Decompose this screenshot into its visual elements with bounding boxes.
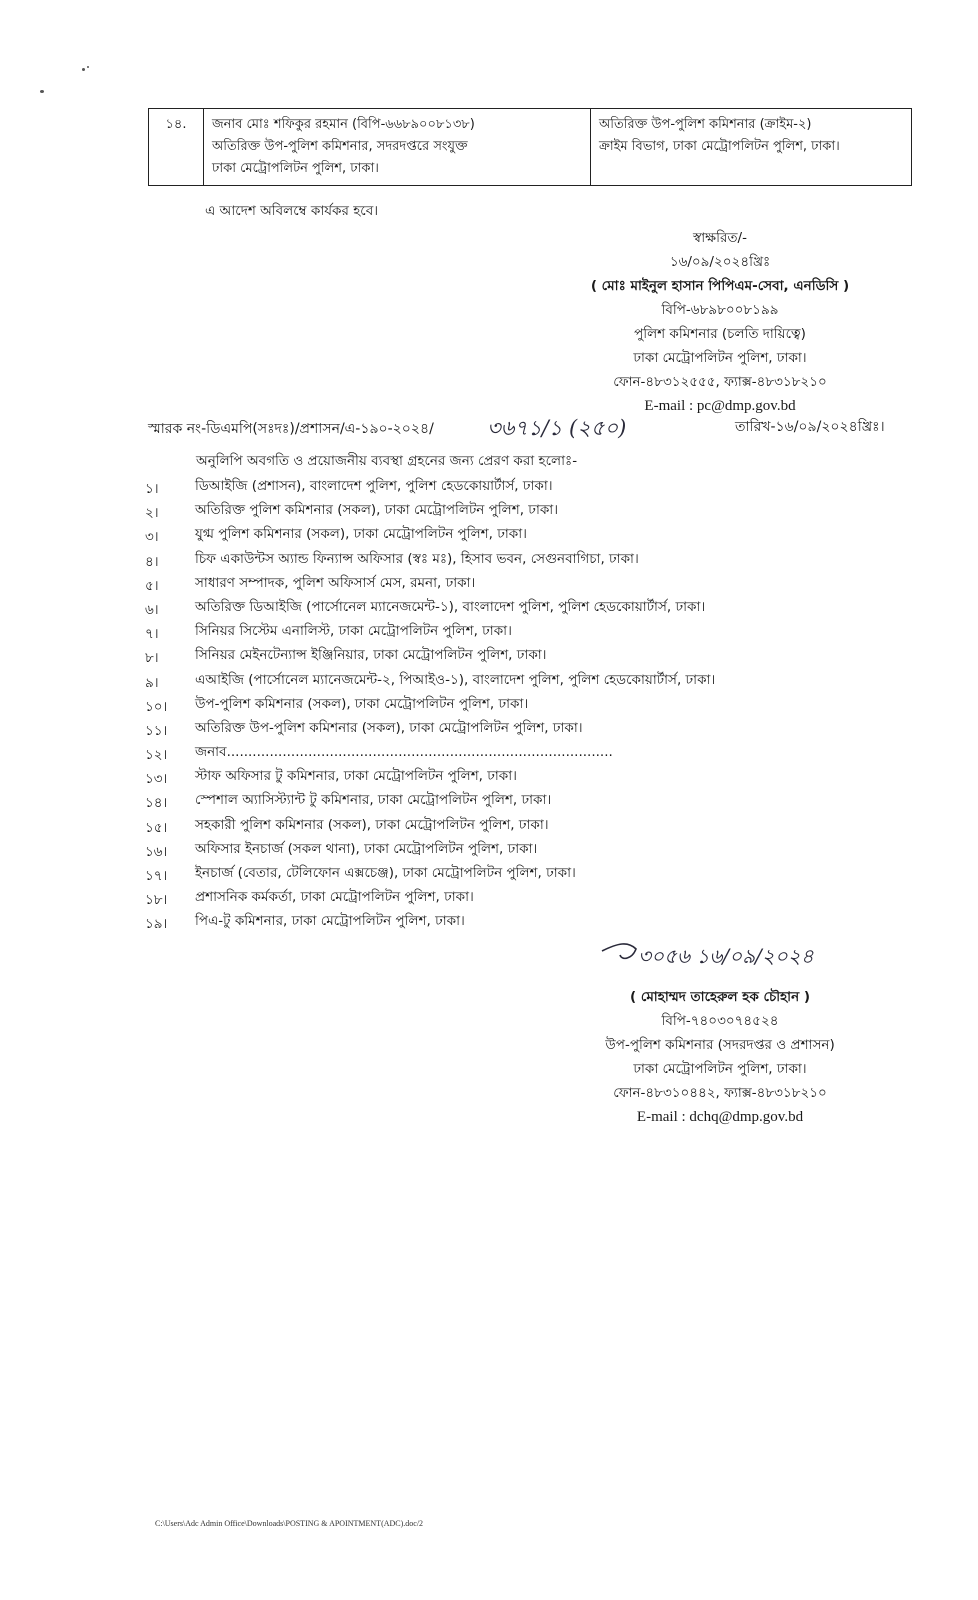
list-item-number: ১৯। [145,916,168,933]
list-item-text: জনাব.......................................................................................... [195,744,613,761]
table-row [149,109,912,186]
list-item [145,814,925,838]
signatory-1-phone: ফোন-৪৮৩১২৫৫৫, ফ্যাক্স-৪৮৩১৮২১০ [613,374,827,390]
memo-date: তারিখ-১৬/০৯/২০২৪খ্রিঃ। [735,419,885,435]
list-item-text: যুগ্ম পুলিশ কমিশনার (সকল), ঢাকা মেট্রোপলিটন পুলিশ, ঢাকা। [195,526,527,543]
handwritten-signature [598,937,848,985]
list-item-number: ১৪। [145,795,168,812]
signatory-1-bp: বিপি-৬৮৯৮০০৮১৯৯ [661,302,779,318]
serial-cell: ১৪. [149,109,204,186]
signatory-2-block [560,985,880,1129]
copy-intro: অনুলিপি অবগতি ও প্রয়োজনীয় ব্যবস্থা গ্রহনের জন্য প্রেরণ করা হলোঃ- [196,453,578,469]
memo-reference: স্মারক নং-ডিএমপি(সঃদঃ)/প্রশাসন/এ-১৯০-২০২৪/ [148,421,434,437]
handwritten-memo-text: ৩৬৭১/১ (২৫০) [487,416,627,440]
signatory-1-office: ঢাকা মেট্রোপলিটন পুলিশ, ঢাকা। [633,350,807,366]
list-item [145,548,925,572]
list-item-text: চিফ একাউন্টস অ্যান্ড ফিন্যান্স অফিসার (স্বঃ মঃ), হিসাব ভবন, সেগুনবাগিচা, ঢাকা। [195,550,639,567]
list-item-text: সাধারণ সম্পাদক, পুলিশ অফিসার্স মেস, রমনা, ঢাকা। [195,574,476,591]
scan-speck [82,68,85,71]
person-office-line: ঢাকা মেট্রোপলিটন পুলিশ, ঢাকা। [212,161,379,176]
list-item [145,717,925,741]
list-item [145,596,925,620]
posting-cell [591,109,912,186]
list-item [145,644,925,668]
list-item [145,620,925,644]
list-item-number: ৬। [145,601,159,618]
list-item-number: ১৭। [145,868,168,884]
signatory-1-block [560,226,880,418]
signatory-2-office: ঢাকা মেট্রোপলিটন পুলিশ, ঢাকা। [633,1061,807,1077]
list-item-number: ৪। [145,553,159,570]
list-item-number: ১০। [145,698,168,715]
list-item-number: ১৩। [145,771,168,788]
signatory-2-designation: উপ-পুলিশ কমিশনার (সদরদপ্তর ও প্রশাসন) [605,1037,835,1053]
signatory-1-email: E-mail : pc@dmp.gov.bd [644,398,796,414]
handwritten-signature-text: ৩০৫৬ ১৬/০৯/২০২৪ [638,944,814,968]
list-item-number: ৫। [145,577,159,594]
list-item [145,572,925,596]
list-item-text: ইনচার্জ (বেতার, টেলিফোন এক্সচেঞ্জ), ঢাকা মেট্রোপলিটন পুলিশ, ঢাকা। [195,865,576,881]
posting-table [148,108,912,186]
signatory-1-name: ( মোঃ মাইনুল হাসান পিপিএম-সেবা, এনডিসি ) [590,278,850,294]
list-item-text: স্পেশাল অ্যাসিস্ট্যান্ট টু কমিশনার, ঢাকা মেট্রোপলিটন পুলিশ, ঢাকা। [195,792,552,809]
list-item-number: ১৮। [145,892,168,909]
signatory-1-designation: পুলিশ কমিশনার (চলতি দায়িত্বে) [634,326,806,342]
list-item [145,838,925,862]
list-item [145,910,925,934]
list-item-number: ১। [145,481,159,497]
list-item [145,862,925,886]
list-item-text: সহকারী পুলিশ কমিশনার (সকল), ঢাকা মেট্রোপলিটন পুলিশ, ঢাকা। [195,816,549,833]
list-item-text: সিনিয়র সিস্টেম এনালিস্ট, ঢাকা মেট্রোপলিটন পুলিশ, ঢাকা। [195,623,512,640]
scan-speck [40,90,44,93]
list-item-text: অফিসার ইনচার্জ (সকল থানা), ঢাকা মেট্রোপলিটন পুলিশ, ঢাকা। [195,840,538,857]
list-item [145,499,925,523]
signatory-2-phone: ফোন-৪৮৩১০৪৪২, ফ্যাক্স-৪৮৩১৮২১০ [613,1085,827,1101]
list-item [145,475,925,499]
list-item [145,693,925,717]
list-item [145,765,925,789]
list-item-number: ১২। [145,747,168,764]
signatory-2-bp: বিপি-৭৪০৩০৭৪৫২৪ [661,1013,779,1029]
list-item-text: পিএ-টু কমিশনার, ঢাকা মেট্রোপলিটন পুলিশ, ঢাকা। [195,913,465,930]
person-designation-line: অতিরিক্ত উপ-পুলিশ কমিশনার, সদরদপ্তরে সংযুক্ত [212,139,468,154]
signed-mark: স্বাক্ষরিত/- [693,230,747,246]
list-item-text: এআইজি (পার্সোনেল ম্যানেজমেন্ট-২, পিআইও-১), বাংলাদেশ পুলিশ, পুলিশ হেডকোয়ার্টার্স, ঢাকা। [195,671,716,688]
list-item-number: ১৬। [145,843,168,860]
list-item-text: স্টাফ অফিসার টু কমিশনার, ঢাকা মেট্রোপলিটন পুলিশ, ঢাকা। [195,768,517,785]
list-item-text: উপ-পুলিশ কমিশনার (সকল), ঢাকা মেট্রোপলিটন পুলিশ, ঢাকা। [195,695,529,712]
list-item-number: ৯। [145,674,159,691]
list-item-text: অতিরিক্ত উপ-পুলিশ কমিশনার (সকল), ঢাকা মেট্রোপলিটন পুলিশ, ঢাকা। [195,719,583,736]
signatory-2-email: E-mail : dchq@dmp.gov.bd [636,1109,804,1125]
posting-designation-line: অতিরিক্ত উপ-পুলিশ কমিশনার (ক্রাইম-২) [599,117,812,132]
list-item [145,741,925,765]
person-name-line: জনাব মোঃ শফিকুর রহমান (বিপি-৬৬৮৯০০৮১৩৮) [212,117,475,132]
person-cell [204,109,591,186]
signatory-1-date: ১৬/০৯/২০২৪খ্রিঃ [669,254,771,270]
list-item-text: সিনিয়র মেইনটেন্যান্স ইঞ্জিনিয়ার, ঢাকা মেট্রোপলিটন পুলিশ, ঢাকা। [195,647,547,664]
list-item-number: ৩। [145,529,159,546]
copy-recipients-list [145,475,925,935]
list-item [145,669,925,693]
list-item-text: অতিরিক্ত ডিআইজি (পার্সোনেল ম্যানেজমেন্ট-১), বাংলাদেশ পুলিশ, পুলিশ হেডকোয়ার্টার্স, ঢাকা। [195,598,706,615]
list-item [145,523,925,547]
list-item-text: প্রশাসনিক কর্মকর্তা, ঢাকা মেট্রোপলিটন পুলিশ, ঢাকা। [195,889,474,906]
list-item [145,886,925,910]
list-item-number: ২। [145,505,159,522]
list-item-number: ১১। [145,722,168,739]
list-item-number: ৭। [145,626,159,643]
scan-speck [87,66,89,68]
handwritten-memo-number [487,408,647,448]
list-item-number: ১৫। [145,819,168,836]
effective-statement: এ আদেশ অবিলম্বে কার্যকর হবে। [205,203,379,219]
signature-stroke [602,944,636,958]
list-item-number: ৮। [145,650,159,667]
list-item-text: ডিআইজি (প্রশাসন), বাংলাদেশ পুলিশ, পুলিশ হেডকোয়ার্টার্স, ঢাকা। [195,478,553,494]
footer-file-path: C:\Users\Adc Admin Office\Downloads\POSTING & APOINTMENT(ADC).doc/2 [155,1519,424,1528]
posting-office-line: ক্রাইম বিভাগ, ঢাকা মেট্রোপলিটন পুলিশ, ঢাকা। [599,139,840,154]
signatory-2-name: ( মোহাম্মদ তাহেরুল হক চৌহান ) [629,989,811,1005]
list-item-text: অতিরিক্ত পুলিশ কমিশনার (সকল), ঢাকা মেট্রোপলিটন পুলিশ, ঢাকা। [195,502,559,519]
list-item [145,789,925,813]
